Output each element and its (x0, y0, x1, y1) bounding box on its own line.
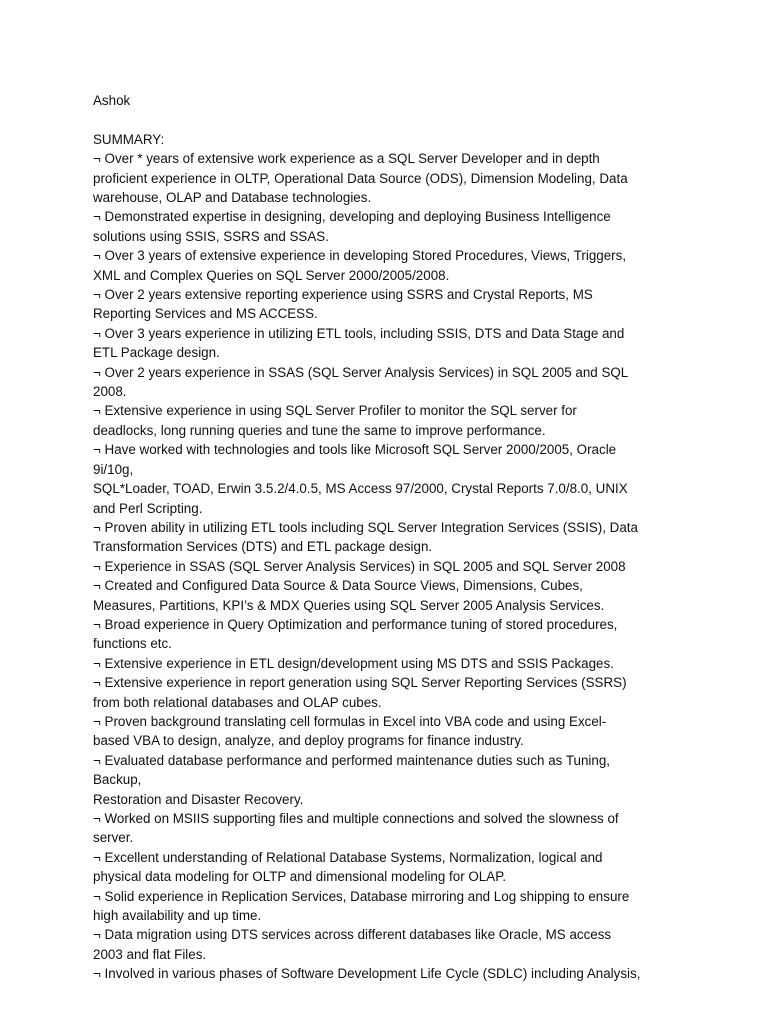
summary-line: ¬ Involved in various phases of Software Development Life Cycle (SDLC) including Analysis, (93, 966, 641, 982)
summary-line: proficient experience in OLTP, Operational Data Source (ODS), Dimension Modeling, Data (93, 170, 628, 186)
summary-line: ¬ Over 3 years of extensive experience in developing Stored Procedures, Views, Triggers, (93, 248, 627, 264)
summary-line: ¬ Data migration using DTS services across different databases like Oracle, MS access (93, 927, 612, 943)
summary-line: ¬ Extensive experience in ETL design/development using MS DTS and SSIS Packages. (93, 655, 614, 671)
summary-line: server. (93, 830, 134, 846)
summary-line: based VBA to design, analyze, and deploy programs for finance industry. (93, 733, 524, 749)
document-body (93, 91, 673, 984)
summary-line: SQL*Loader, TOAD, Erwin 3.5.2/4.0.5, MS Access 97/2000, Crystal Reports 7.0/8.0, UNIX (93, 481, 628, 497)
summary-line: deadlocks, long running queries and tune the same to improve performance. (93, 422, 546, 438)
summary-line: physical data modeling for OLTP and dimensional modeling for OLAP. (93, 869, 507, 885)
summary-line: ¬ Over 2 years extensive reporting experience using SSRS and Crystal Reports, MS (93, 287, 593, 303)
summary-line: ¬ Experience in SSAS (SQL Server Analysis Services) in SQL 2005 and SQL Server 2008 (93, 558, 626, 574)
summary-line: solutions using SSIS, SSRS and SSAS. (93, 228, 329, 244)
summary-line: ¬ Solid experience in Replication Services, Database mirroring and Log shipping to ensure (93, 888, 630, 904)
summary-line: high availability and up time. (93, 908, 262, 924)
summary-line: Restoration and Disaster Recovery. (93, 791, 304, 807)
summary-line: ¬ Over * years of extensive work experience as a SQL Server Developer and in depth (93, 151, 600, 167)
summary-line: warehouse, OLAP and Database technologies. (93, 190, 372, 206)
summary-line: ¬ Have worked with technologies and tools like Microsoft SQL Server 2000/2005, Oracle (93, 442, 617, 458)
summary-line: ¬ Over 3 years experience in utilizing ETL tools, including SSIS, DTS and Data Stage and (93, 325, 625, 341)
summary-heading: SUMMARY: (93, 131, 165, 147)
candidate-name: Ashok (93, 93, 131, 108)
summary-line: functions etc. (93, 636, 172, 652)
summary-line: ETL Package design. (93, 345, 220, 361)
summary-line: Transformation Services (DTS) and ETL package design. (93, 539, 433, 555)
summary-line: ¬ Worked on MSIIS supporting files and multiple connections and solved the slowness of (93, 811, 619, 827)
summary-list (93, 149, 673, 983)
summary-line: 9i/10g, (93, 461, 134, 477)
summary-line: from both relational databases and OLAP cubes. (93, 694, 382, 710)
summary-line: ¬ Evaluated database performance and performed maintenance duties such as Tuning, (93, 752, 610, 768)
summary-line: XML and Complex Queries on SQL Server 2000/2005/2008. (93, 267, 450, 283)
summary-line: 2008. (93, 384, 127, 400)
summary-line: ¬ Over 2 years experience in SSAS (SQL Server Analysis Services) in SQL 2005 and SQL (93, 364, 629, 380)
summary-line: ¬ Proven background translating cell formulas in Excel into VBA code and using Excel- (93, 713, 607, 729)
summary-line: ¬ Extensive experience in using SQL Server Profiler to monitor the SQL server for (93, 403, 577, 419)
summary-line: ¬ Proven ability in utilizing ETL tools including SQL Server Integration Services (SSIS), Data (93, 519, 638, 535)
summary-line: 2003 and flat Files. (93, 946, 207, 962)
summary-line: ¬ Created and Configured Data Source & Data Source Views, Dimensions, Cubes, (93, 578, 583, 594)
summary-line: Reporting Services and MS ACCESS. (93, 306, 318, 322)
summary-line: Backup, (93, 772, 142, 788)
summary-line: ¬ Excellent understanding of Relational Database Systems, Normalization, logical and (93, 849, 603, 865)
summary-line: ¬ Demonstrated expertise in designing, developing and deploying Business Intelligence (93, 209, 611, 225)
summary-line: ¬ Broad experience in Query Optimization and performance tuning of stored procedures, (93, 616, 618, 632)
summary-line: Measures, Partitions, KPI’s & MDX Queries using SQL Server 2005 Analysis Services. (93, 597, 605, 613)
summary-line: and Perl Scripting. (93, 500, 203, 516)
summary-line: ¬ Extensive experience in report generation using SQL Server Reporting Services (SSRS) (93, 675, 627, 691)
